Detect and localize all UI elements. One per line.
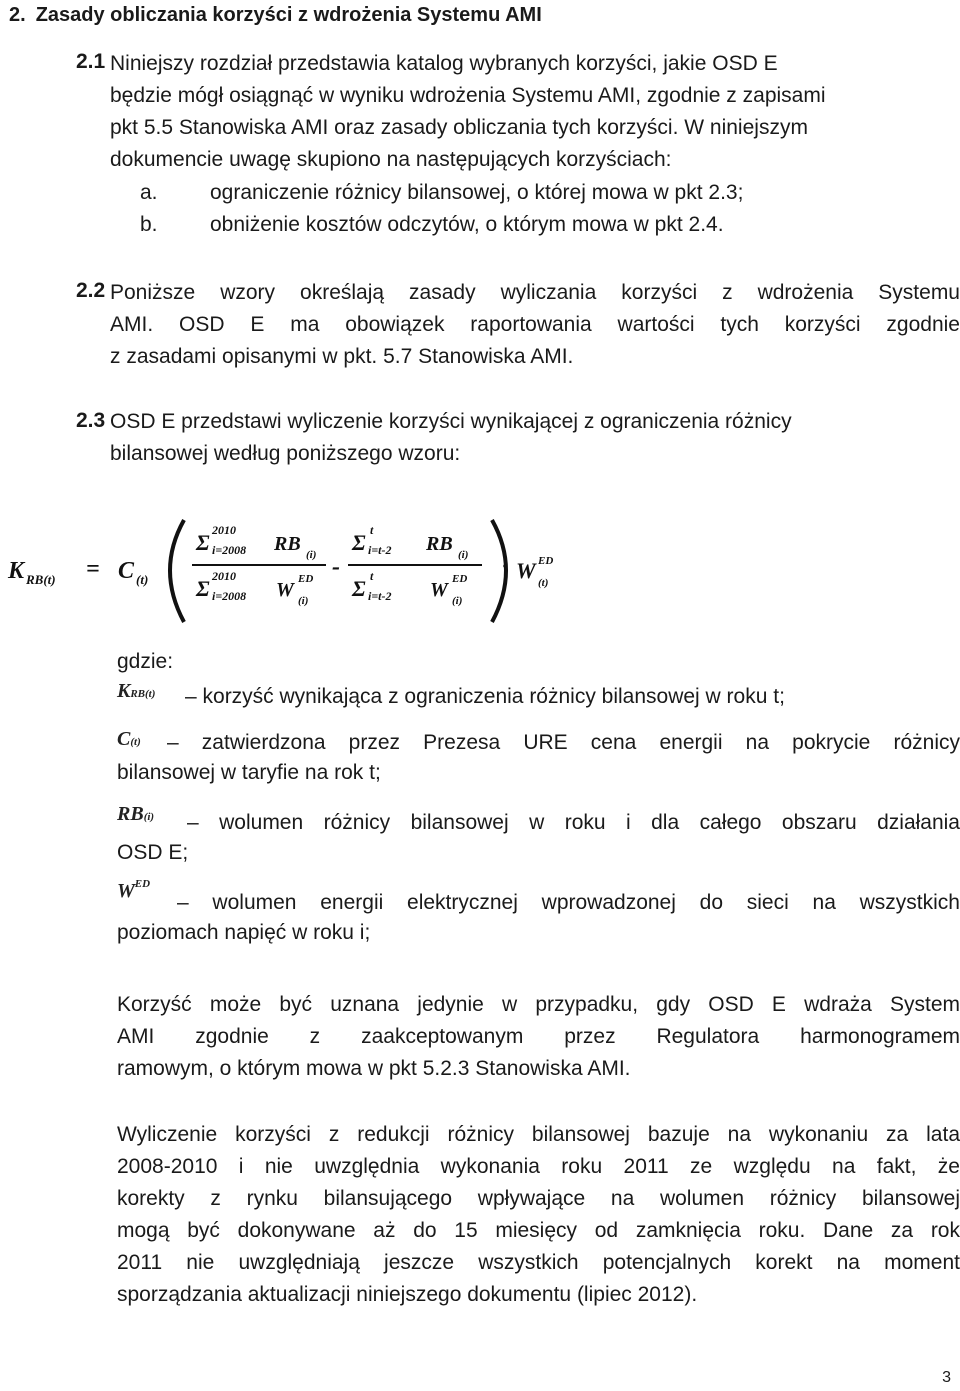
section-2-3-paragraph [110, 406, 960, 470]
formula-c-symbol: C [118, 558, 135, 584]
formula-sum1-num-bottom: i=2008 [212, 543, 247, 557]
paragraph-line: ramowym, o którym mowa w pkt 5.2.3 Stanowiska AMI. [117, 1057, 631, 1080]
def-c-text [117, 728, 960, 788]
paragraph-line: Korzyść może być uznana jedynie w przypadku, gdy OSD E wdraża System [117, 993, 960, 1016]
paragraph-line: AMI zgodnie z zaakceptowanym przez Regulatora harmonogramem [117, 1025, 960, 1048]
condition-paragraph [117, 989, 960, 1085]
section-2-2-paragraph [110, 277, 960, 373]
formula-c-subscript: (t) [136, 572, 149, 587]
def-w-text [117, 888, 960, 948]
paragraph-line: z zasadami opisanymi w pkt. 5.7 Stanowiska AMI. [110, 345, 574, 368]
paragraph-line: 2011 nie uwzględniają jeszcze wszystkich potencjalnych korekt na moment [117, 1251, 960, 1274]
def-rb-text [117, 808, 960, 868]
def-line: – wolumen różnicy bilansowej w roku i dla całego obszaru działania [187, 811, 960, 834]
def-symbol-sup: ED [134, 878, 151, 890]
formula-sum1-den-sigma: Σ [196, 576, 210, 601]
def-symbol-sub: RB(t) [130, 688, 156, 700]
paragraph-line: bilansowej według poniższego wzoru: [110, 442, 461, 465]
def-symbol-main: W [117, 880, 135, 902]
def-line: – wolumen energii elektrycznej wprowadzonej do sieci na wszystkich [177, 891, 960, 914]
formula-sum1-num-sigma: Σ [196, 530, 210, 555]
formula-lhs-symbol: K [8, 558, 25, 584]
paragraph-line: Poniższe wzory określają zasady wyliczania korzyści z wdrożenia Systemu [110, 281, 960, 304]
formula-sum1-den-bottom: i=2008 [212, 589, 247, 603]
where-label: gdzie: [117, 650, 174, 673]
def-symbol-main: C [117, 728, 131, 750]
paragraph-line: mogą być dokonywane aż do 15 miesięcy od zamknięcia roku. Dane za rok [117, 1219, 960, 1242]
def-symbol-sub: (i) [143, 811, 155, 823]
def-k-symbol [117, 680, 155, 703]
section-heading [9, 4, 542, 27]
page-number: 3 [942, 1369, 951, 1386]
formula-sum2-den-sup: ED [452, 573, 468, 585]
paragraph-line: 2008-2010 i nie uwzględnia wykonania roku 2011 ze względu na fakt, że [117, 1155, 960, 1178]
formula-sum1-num-top: 2010 [212, 523, 236, 537]
formula-dot: · [502, 554, 508, 580]
formula-sum1-den-sup: ED [298, 573, 314, 585]
formula-sum2-den-top: t [370, 569, 374, 583]
def-symbol-main: RB [117, 803, 144, 825]
section-heading-number: 2. [9, 4, 26, 26]
def-line: OSD E; [117, 841, 189, 864]
formula-sum2-den-w: W [430, 579, 448, 601]
formula-sum1-den-sub: (i) [298, 595, 309, 607]
section-2-1-paragraph [110, 48, 960, 176]
formula-sum2-num-sigma: Σ [352, 530, 366, 555]
formula-sum1-den-top: 2010 [212, 569, 236, 583]
formula-sum2-num-bottom: i=t-2 [368, 543, 392, 557]
formula-left-paren [170, 520, 184, 622]
formula-sum1-num-rb: RB [274, 533, 301, 555]
formula-w-t-sub: (t) [538, 577, 549, 589]
def-symbol-sub: (t) [130, 736, 141, 748]
def-symbol-main: K [117, 680, 131, 702]
formula-sum2-den-bottom: i=t-2 [368, 589, 392, 603]
paragraph-line: będzie mógł osiągnąć w wyniku wdrożenia Systemu AMI, zgodnie z zapisami [110, 84, 826, 107]
def-line: bilansowej w taryfie na rok t; [117, 761, 381, 784]
formula-minus: - [332, 554, 340, 580]
def-line: – zatwierdzona przez Prezesa URE cena energii na pokrycie różnicy [167, 731, 960, 754]
def-line: poziomach napięć w roku i; [117, 921, 371, 944]
section-2-1-number: 2.1 [76, 50, 106, 73]
paragraph-line: pkt 5.5 Stanowiska AMI oraz zasady obliczania tych korzyści. W niniejszym [110, 116, 808, 139]
paragraph-line: OSD E przedstawi wyliczenie korzyści wynikającej z ograniczenia różnicy [110, 410, 792, 433]
section-2-2-number: 2.2 [76, 279, 106, 302]
list-text: obniżenie kosztów odczytów, o którym mowa w pkt 2.4. [210, 213, 724, 236]
benefit-formula [6, 510, 606, 630]
formula-sum2-num-top: t [370, 523, 374, 537]
def-line: – korzyść wynikająca z ograniczenia różnicy bilansowej w roku t; [185, 685, 785, 708]
list-text: ograniczenie różnicy bilansowej, o której mowa w pkt 2.3; [210, 181, 744, 204]
paragraph-line: AMI. OSD E ma obowiązek raportowania wartości tych korzyści zgodnie [110, 313, 960, 336]
def-k-text [185, 682, 960, 712]
paragraph-line: korekty z rynku bilansującego wpływające na wolumen różnicy bilansowej [117, 1187, 960, 1210]
paragraph-line: sporządzania aktualizacji niniejszego dokumentu (lipiec 2012). [117, 1283, 698, 1306]
formula-sum1-num-sub: (i) [306, 549, 317, 561]
section-heading-title: Zasady obliczania korzyści z wdrożenia Systemu AMI [35, 4, 542, 26]
calculation-paragraph [117, 1119, 960, 1311]
list-marker: b. [140, 213, 158, 236]
paragraph-line: Niniejszy rozdział przedstawia katalog wybranych korzyści, jakie OSD E [110, 52, 778, 75]
formula-sum2-num-rb: RB [426, 533, 453, 555]
formula-lhs-subscript: RB(t) [26, 572, 56, 587]
paragraph-line: Wyliczenie korzyści z redukcji różnicy bilansowej bazuje na wykonaniu za lata [117, 1123, 960, 1146]
formula-w-t: W [516, 558, 536, 583]
formula-sum1-den-w: W [276, 579, 294, 601]
formula-sum2-den-sub: (i) [452, 595, 463, 607]
section-2-3-number: 2.3 [76, 409, 106, 432]
formula-sum2-num-sub: (i) [458, 549, 469, 561]
formula-equals: = [86, 556, 100, 582]
paragraph-line: dokumencie uwagę skupiono na następujących korzyściach: [110, 148, 672, 171]
list-marker: a. [140, 181, 158, 204]
formula-sum2-den-sigma: Σ [352, 576, 366, 601]
formula-w-t-sup: ED [538, 555, 554, 567]
